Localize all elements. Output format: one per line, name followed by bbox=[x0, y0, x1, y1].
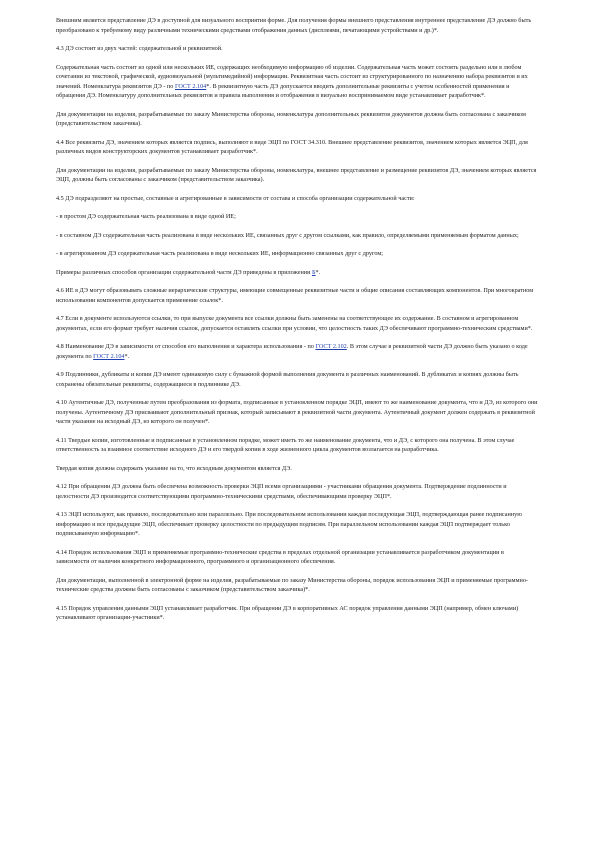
paragraph-text: - в составном ДЭ содержательная часть реализована в виде нескольких ИЕ, связанных друг с другом ссылками, как правило, определяемыми применяемым форматом данных; bbox=[56, 231, 519, 239]
paragraph-text: 4.9 Подлинники, дубликаты и копии ДЭ имеют одинаковую силу с бумажной формой выполнения документа в различных наименований. В дубликатах и копиях должны быть сохранены обязательные реквизиты, содержащиеся в подлиннике ДЭ. bbox=[56, 371, 519, 388]
paragraph-text: 4.5 ДЭ подразделяют на простые, составные и агрегированные в зависимости от состава и способа организации содержательной части: bbox=[56, 194, 415, 202]
paragraph-text: *. В реквизитную часть ДЭ допускается вводить дополнительные реквизиты с учетом особенностей применения и обращения ДЭ. Номенклатуру дополнительных реквизитов и правила выполнения и отображения в визуально воспринимаемом виде устанавливает разработчик*. bbox=[56, 82, 510, 99]
paragraph-text: Внешним является представление ДЭ в доступной для визуального восприятия форме. Для получения формы внешнего представления внутреннее представление ДЭ должно быть преобразовано к требуемому виду различными техническими средствами отображения данных (дисплеями, печатающими устройствами и др.)*. bbox=[56, 17, 532, 34]
paragraph bbox=[56, 464, 538, 474]
paragraph bbox=[56, 604, 538, 623]
document-link[interactable]: ГОСТ 2.104 bbox=[174, 82, 207, 90]
paragraph bbox=[56, 342, 538, 361]
paragraph bbox=[56, 398, 538, 427]
document-link[interactable]: Б bbox=[311, 268, 316, 276]
paragraph bbox=[56, 286, 538, 305]
paragraph-text: 4.7 Если в документе используются ссылки, то при выпуске документа все ссылки должны быть заменены на соответствующее их содержание. В составном и агрегированном документах, если его формат требует наличия ссылок, допускается оставлять ссылки при условии, что целостность таких ДЭ обеспечивают программно-техническим средствами*. bbox=[56, 315, 533, 332]
paragraph-text: 4.12 При обращении ДЭ должна быть обеспечена возможность проверки ЭЦП всеми организациями - участниками обращения документа. Подтверждение подлинности и целостности ДЭ производится соответствующими программно-техническими средствами, обеспечивающими проверку ЭЦП*. bbox=[56, 483, 507, 500]
paragraph-text: 4.10 Аутентичные ДЭ, полученные путем преобразования из формата, подписанные в установленном порядке ЭЦП, имеют то же наименование документа, что и ДЭ, из которого они получены. Аутентичному ДЭ присваивают дополнительный признак, который записывают в реквизитной части документа. Аутентичный документ должен содержать в реквизитной части указание на исходный ДЭ, из которого он получен*. bbox=[56, 399, 538, 425]
paragraph-text: - в простом ДЭ содержательная часть реализована в виде одной ИЕ; bbox=[56, 213, 236, 220]
paragraph-text: 4.6 ИЕ в ДЭ могут образовывать сложные иерархические структуры, имеющие совмещенные реквизитные части и общие описания составляющих компонентов. При многократном использовании компонентов допускается применение ссылок*. bbox=[56, 287, 534, 304]
paragraph bbox=[56, 16, 538, 35]
document-link[interactable]: ГОСТ 2.104 bbox=[93, 352, 125, 360]
paragraph bbox=[56, 268, 538, 278]
paragraph-text: Для документации на изделия, разрабатываемые по заказу Министерства обороны, номенклатура дополнительных реквизитов документов должна быть согласована с заказчиком (представительством заказчика). bbox=[56, 110, 526, 127]
paragraph-text: Содержательная часть состоит из одной или нескольких ИЕ, содержащих необходимую информацию об изделии. Содержательная часть может состоять раздельно или в любом сочетании из текстовой, графической, аудиовизуальной (мультимедийной) информации. Реквизитная часть состоит из структурированного по назначению набора реквизитов и их значений. Номенклатура реквизитов ДЭ - по bbox=[56, 63, 528, 90]
paragraph-text: - в агрегированном ДЭ содержательная часть реализована в виде нескольких ИЕ, информационно связанных друг с другом; bbox=[56, 250, 383, 257]
paragraph-text: *. bbox=[124, 352, 130, 360]
paragraph-text: 4.3 ДЭ состоит из двух частей: содержательной и реквизитной. bbox=[56, 45, 223, 52]
document-page bbox=[56, 16, 538, 632]
paragraph bbox=[56, 548, 538, 567]
paragraph-text: 4.14 Порядок использования ЭЦП и применяемые программно-технические средства в пределах отдельной организации устанавливается разработчиком документации в зависимости от наличия конкретного информационного, программного и организационного обеспечения. bbox=[56, 548, 504, 565]
paragraph bbox=[56, 436, 538, 455]
paragraph-text: 4.4 Все реквизиты ДЭ, значением которых является подпись, выполняют в виде ЭЦП по ГОСТ 34.310. Внешнее представление реквизитов, значением которых является ЭЦП, для различных видов конструкторских документов устанавливает разработчик*. bbox=[56, 138, 528, 155]
paragraph bbox=[56, 576, 538, 595]
paragraph bbox=[56, 138, 538, 157]
paragraph bbox=[56, 194, 538, 204]
paragraph-text: 4.13 ЭЦП используют, как правило, последовательно или параллельно. При последовательном использовании каждая последующая ЭЦП, подтверждающая ранее подписанную информацию и все предыдущие ЭЦП, обеспечивает проверку целостности по предыдущим подписям. При параллельном использовании каждая ЭЦП подтверждает только подписываемую информацию*. bbox=[56, 511, 522, 537]
paragraph bbox=[56, 314, 538, 333]
paragraph bbox=[56, 370, 538, 389]
paragraph-text: *. bbox=[315, 268, 321, 276]
paragraph-text: Для документации на изделия, разрабатываемые по заказу Министерства обороны, номенклатура, внешнее представление и размещение реквизитов ДЭ, значением которых является ЭЦП, должны быть согласованы с заказчиком (представительством заказчика). bbox=[56, 166, 537, 183]
paragraph bbox=[56, 212, 538, 222]
paragraph-text: 4.11 Твердые копии, изготовленные и подписанные в установленном порядке, может иметь то же наименование документа, что и ДЭ, с которого она получена. В этом случае ответственность за взаимное соответствие исходного ДЭ и его твердой копии в ходе жизненного цикла документов возлагается на разработчика. bbox=[56, 436, 515, 453]
paragraph bbox=[56, 110, 538, 129]
paragraph bbox=[56, 482, 538, 501]
paragraph-text: 4.8 Наименование ДЭ в зависимости от способов его выполнения и характера использования - по bbox=[56, 343, 316, 350]
document-link[interactable]: ГОСТ 2.102 bbox=[315, 343, 347, 350]
paragraph bbox=[56, 231, 538, 241]
paragraph bbox=[56, 166, 538, 185]
paragraph-text: 4.15 Порядок управления данными ЭЦП устанавливает разработчик. При обращении ДЭ в корпоративных АС порядок управления данными ЭЦП (например, обмен ключами) устанавливают организации-участники*. bbox=[56, 604, 519, 621]
paragraph bbox=[56, 249, 538, 259]
paragraph bbox=[56, 63, 538, 101]
paragraph bbox=[56, 510, 538, 539]
paragraph-text: . В этом случае в реквизитной части ДЭ должно быть указано о коде документа по bbox=[56, 343, 528, 360]
paragraph bbox=[56, 44, 538, 54]
paragraph-text: Примеры различных способов организации содержательной части ДЭ приведены в приложении bbox=[56, 268, 312, 276]
paragraph-text: Твердая копия должна содержать указание на то, что исходным документом является ДЭ. bbox=[56, 464, 292, 472]
paragraph-text: Для документации, выполненной в электронной форме на изделия, разрабатываемые по заказу Министерства обороны, порядок использования ЭЦП и применяемые программно-технические средства должны быть согласованы с заказчиком (представительством заказчика)*. bbox=[56, 576, 528, 593]
